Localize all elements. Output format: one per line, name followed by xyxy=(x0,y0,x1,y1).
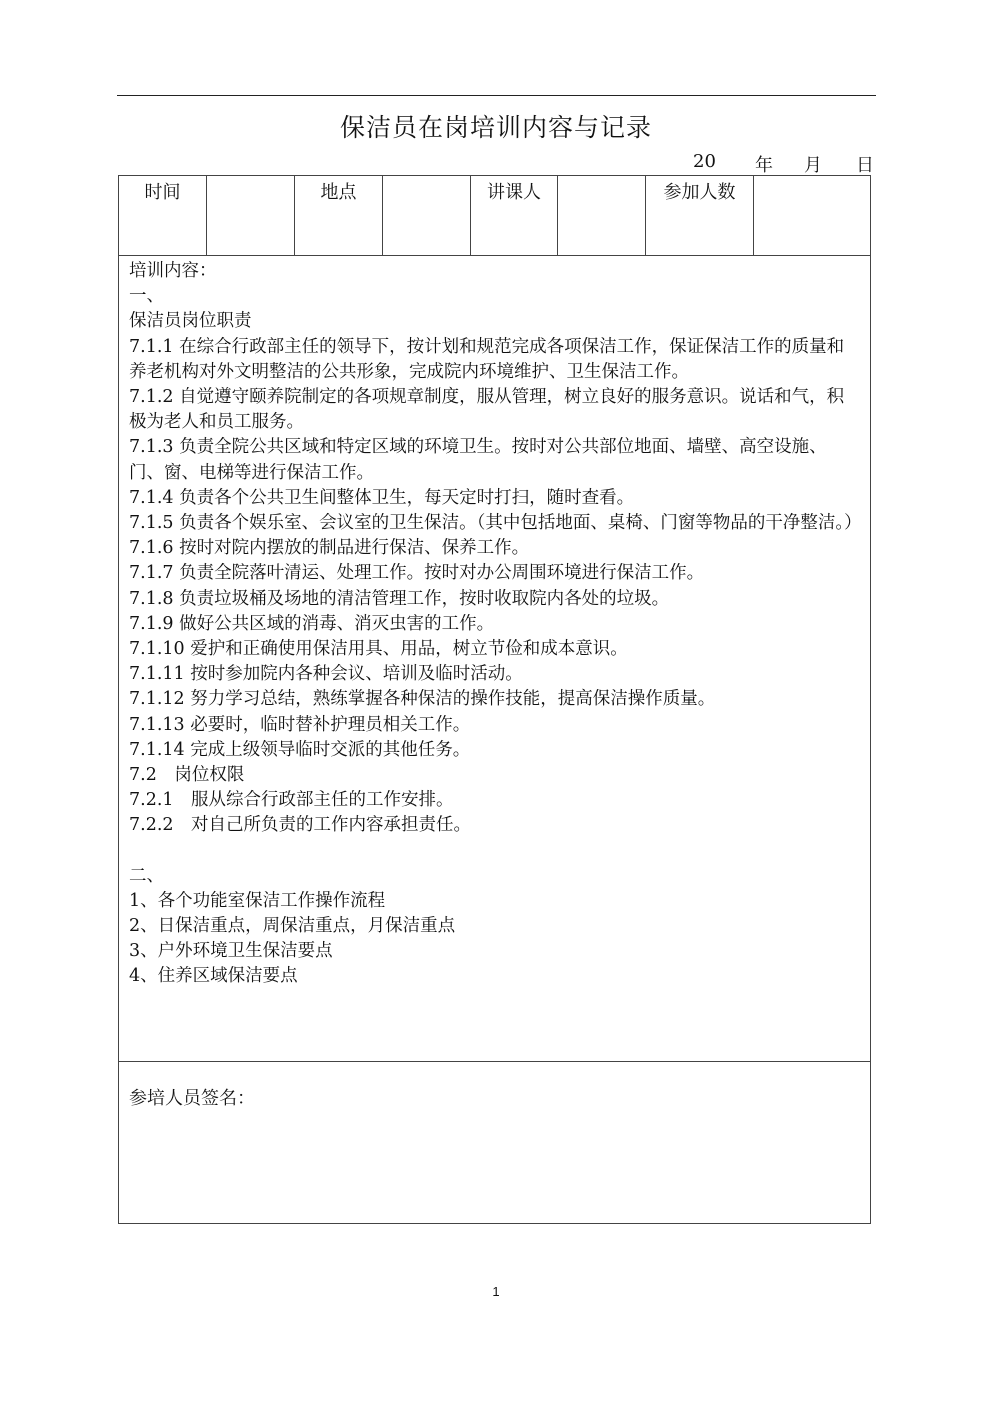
attendees-label-cell xyxy=(646,176,754,255)
section-one-marker: 一、 xyxy=(129,286,164,307)
content-line: 7.2.2 对自己所负责的工作内容承担责任。 xyxy=(129,815,472,836)
content-line: 7.1.8 负责垃圾桶及场地的清洁管理工作，按时收取院内各处的垃圾。 xyxy=(129,588,670,609)
document-title: 保洁员在岗培训内容与记录 xyxy=(339,113,652,142)
signature-label: 参培人员签名： xyxy=(129,1088,255,1109)
content-line: 7.1.3 负责全院公共区域和特定区域的环境卫生。按时对公共部位地面、墙壁、高空设施、门、窗、电梯等进行保洁工作。 xyxy=(129,437,827,483)
date-day: 日 xyxy=(856,155,874,176)
section-two-item: 2、日保洁重点，周保洁重点，月保洁重点 xyxy=(129,916,456,937)
content-line: 7.1.6 按时对院内摆放的制品进行保洁、保养工作。 xyxy=(129,538,530,559)
content-line: 7.1.2 自觉遵守颐养院制定的各项规章制度，服从管理，树立良好的服务意识。说话和气，积极为老人和员工服务。 xyxy=(129,387,845,433)
date-year-prefix: 20 xyxy=(693,151,716,172)
lecturer-label: 讲课人 xyxy=(487,182,541,203)
section-two-marker: 二、 xyxy=(129,865,164,886)
attendees-label: 参加人数 xyxy=(663,182,736,203)
content-line: 7.1.10 爱护和正确使用保洁用具、用品，树立节俭和成本意识。 xyxy=(129,639,628,660)
content-line: 7.1.14 完成上级领导临时交派的其他任务。 xyxy=(129,739,471,760)
location-label: 地点 xyxy=(320,182,357,203)
content-line: 7.2.1 服从综合行政部主任的工作安排。 xyxy=(129,790,454,811)
page-number: 1 xyxy=(492,1284,500,1299)
content-line: 7.1.11 按时参加院内各种会议、培训及临时活动。 xyxy=(129,664,523,685)
training-content-cell xyxy=(119,255,870,1062)
top-rule xyxy=(117,95,876,96)
section-one-title: 保洁员岗位职责 xyxy=(129,311,252,332)
content-line: 7.1.13 必要时，临时替补护理员相关工作。 xyxy=(129,714,471,735)
form-header-row xyxy=(119,176,870,256)
training-record-form xyxy=(118,175,871,1224)
time-label-cell xyxy=(119,176,207,255)
content-line: 7.1.4 负责各个公共卫生间整体卫生，每天定时打扫，随时查看。 xyxy=(129,487,635,508)
section-two-item: 1、各个功能室保洁工作操作流程 xyxy=(129,890,386,911)
date-year: 年 xyxy=(755,155,773,176)
lecturer-value-cell[interactable] xyxy=(558,176,646,255)
section-two-item: 3、户外环境卫生保洁要点 xyxy=(129,941,333,962)
location-value-cell[interactable] xyxy=(383,176,471,255)
lecturer-label-cell xyxy=(471,176,558,255)
content-line: 7.2 岗位权限 xyxy=(129,765,245,786)
content-line: 7.1.12 努力学习总结，熟练掌握各种保洁的操作技能，提高保洁操作质量。 xyxy=(129,689,716,710)
content-line: 7.1.5 负责各个娱乐室、会议室的卫生保洁。（其中包括地面、桌椅、门窗等物品的干净整洁。） xyxy=(129,513,862,534)
section-two-item: 4、住养区域保洁要点 xyxy=(129,966,298,987)
content-line: 7.1.9 做好公共区域的消毒、消灭虫害的工作。 xyxy=(129,613,495,634)
content-label: 培训内容： xyxy=(129,261,217,281)
time-value-cell[interactable] xyxy=(207,176,295,255)
location-label-cell xyxy=(295,176,383,255)
date-month: 月 xyxy=(804,155,822,176)
content-line: 7.1.7 负责全院落叶清运、处理工作。按时对办公周围环境进行保洁工作。 xyxy=(129,563,705,584)
spacer xyxy=(129,839,860,864)
time-label: 时间 xyxy=(144,182,181,203)
content-line: 7.1.1 在综合行政部主任的领导下，按计划和规范完成各项保洁工作，保证保洁工作的质量和养老机构对外文明整洁的公共形象，完成院内环境维护、卫生保洁工作。 xyxy=(129,336,845,382)
training-content-body xyxy=(119,255,870,990)
attendees-value-cell[interactable] xyxy=(754,176,870,255)
